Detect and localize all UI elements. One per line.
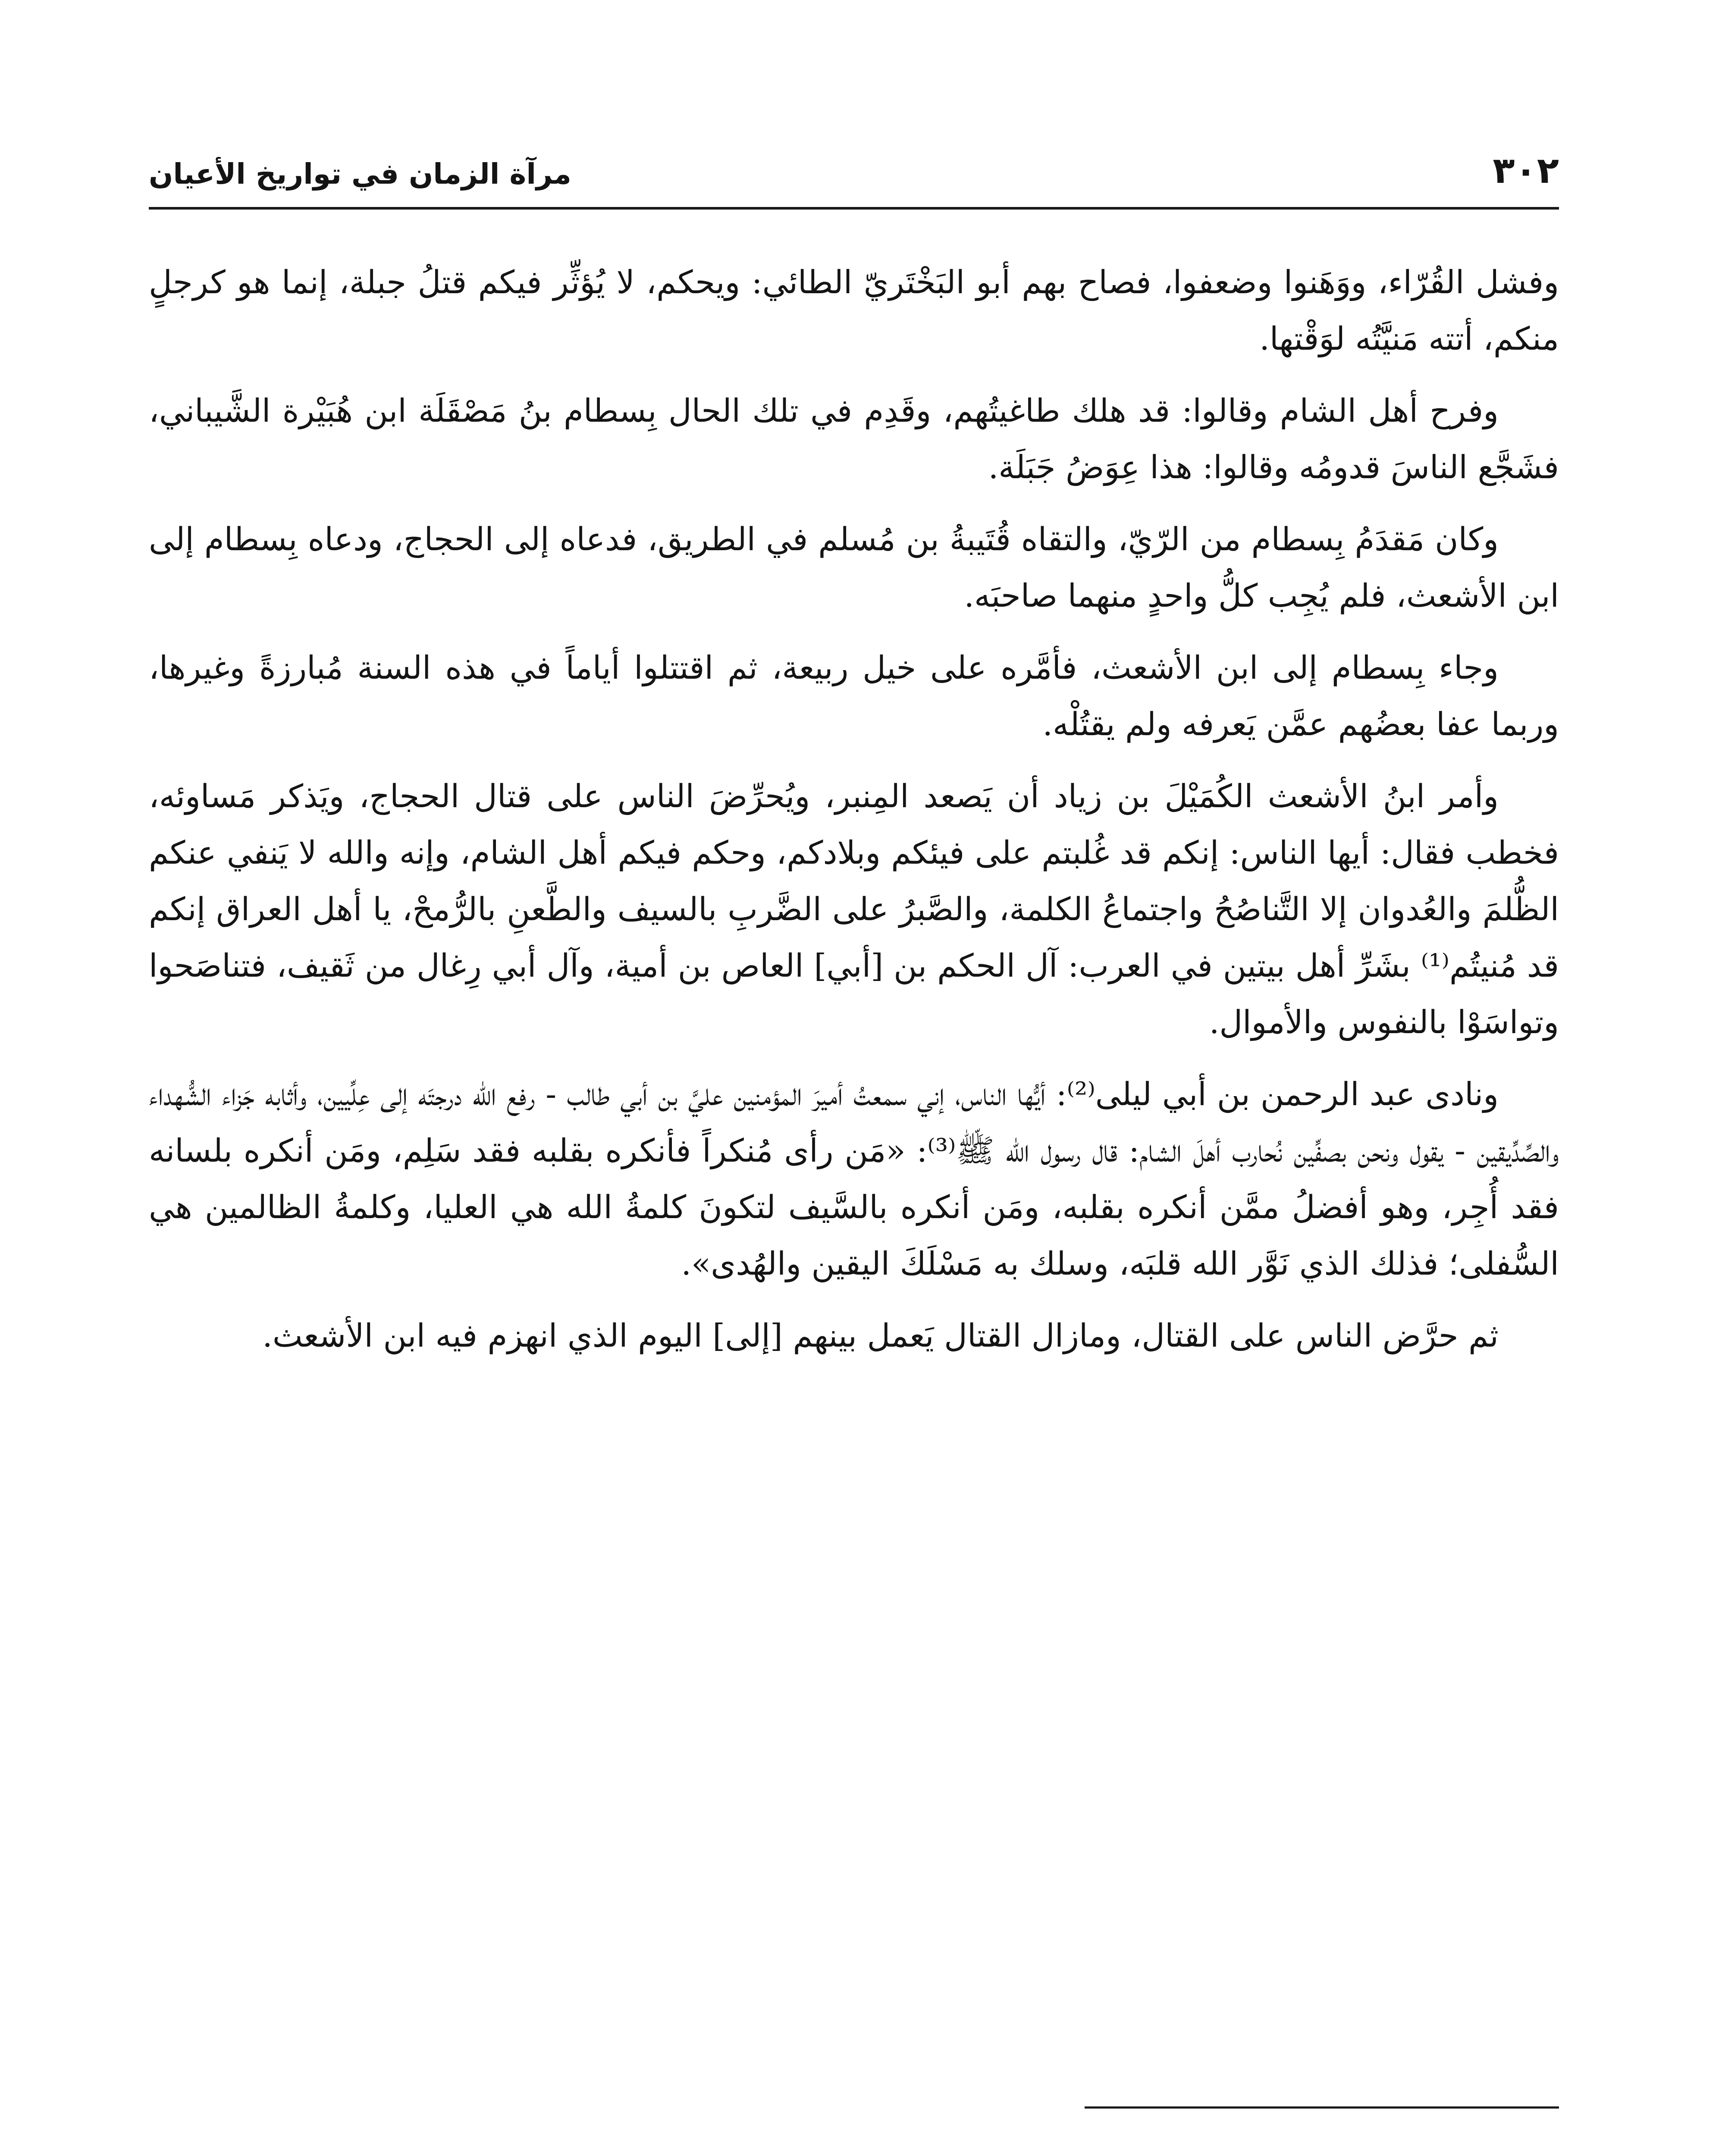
running-title: مرآة الزمان في تواريخ الأعيان (149, 157, 571, 191)
footnote-rule (1085, 2106, 1559, 2109)
paragraph: وفشل القُرّاء، ووَهَنوا وضعفوا، فصاح بهم أبو البَخْتَريّ الطائي: ويحكم، لا يُؤثِّر فيكم قتلُ جبلة، إنما هو كرجلٍ منكم، أتته مَنيَّتُه لوَقْتها. (149, 264, 1559, 357)
footnotes (149, 2152, 1559, 2156)
page-number: ٣٠٢ (1493, 149, 1559, 191)
paragraph: وأمر ابنُ الأشعث الكُمَيْلَ بن زياد أن يَصعد المِنبر، ويُحرِّضَ الناس على قتال الحجاج، ويَذكر مَساوئه، فخطب فقال: أيها الناس: إنكم قد غُلبتم على فيئكم وبلادكم، وحكم فيكم أهل الشام، وإنه والله لا يَنفي عنكم الظُّلمَ والعُدوان إلا التَّناصُحُ واجتماعُ الكلمة، والصَّبرُ على الضَّربِ بالسيف والطَّعنِ بالرُّمحْ، يا أهل العراق إنكم قد مُنيتُم⁽¹⁾ بشَرِّ أهل بيتين في العرب: آل الحكم بن [أبي] العاص بن أمية، وآل أبي رِغال من ثَقيف، فتناصَحوا وتواسَوْا بالنفوس والأموال. (149, 778, 1559, 1041)
footnote (149, 2152, 1559, 2156)
paragraph: وفرح أهل الشام وقالوا: قد هلك طاغيتُهم، وقَدِم في تلك الحال بِسطام بنُ مَصْقَلَة ابن هُبَيْرة الشَّيباني، فشَجَّع الناسَ قدومُه وقالوا: هذا عِوَضُ جَبَلَة. (149, 392, 1559, 486)
paragraph: ثم حرَّض الناس على القتال، ومازال القتال يَعمل بينهم [إلى] اليوم الذي انهزم فيه ابن الأشعث. (262, 1317, 1499, 1354)
main-text (149, 254, 1559, 1380)
page-header (149, 138, 1559, 210)
paragraph: وكان مَقدَمُ بِسطام من الرّيّ، والتقاه قُتَيبةُ بن مُسلم في الطريق، فدعاه إلى الحجاج، ودعاه بِسطام إلى ابن الأشعث، فلم يُجِب كلُّ واحدٍ منهما صاحبَه. (149, 521, 1559, 614)
paragraph: وجاء بِسطام إلى ابن الأشعث، فأمَّره على خيل ربيعة، ثم اقتتلوا أياماً في هذه السنة مُبارزةً وغيرها، وربما عفا بعضُهم عمَّن يَعرفه ولم يقتُلْه. (149, 649, 1559, 743)
paragraph: ونادى عبد الرحمن بن أبي ليلى⁽²⁾: أيُّها الناس، إني سمعتُ أميرَ المؤمنين عليَّ بن أبي طالب - رفع الله درجتَه إلى عِلِّيين، وأثابه جَزاء الشُّهداء والصِّدِّيقين - يقول ونحن بصفِّين نُحارب أهلَ الشام: قال رسول الله ﷺ⁽³⁾: «مَن رأى مُنكراً فأنكره بقلبه فقد سَلِم، ومَن أنكره بلسانه فقد أُجِر، وهو أفضلُ ممَّن أنكره بقلبه، ومَن أنكره بالسَّيف لتكونَ كلمةُ الله هي العليا، وكلمةُ الظالمين هي السُّفلى؛ فذلك الذي نَوَّر الله قلبَه، وسلك به مَسْلَكَ اليقين والهُدى». (149, 1076, 1559, 1282)
